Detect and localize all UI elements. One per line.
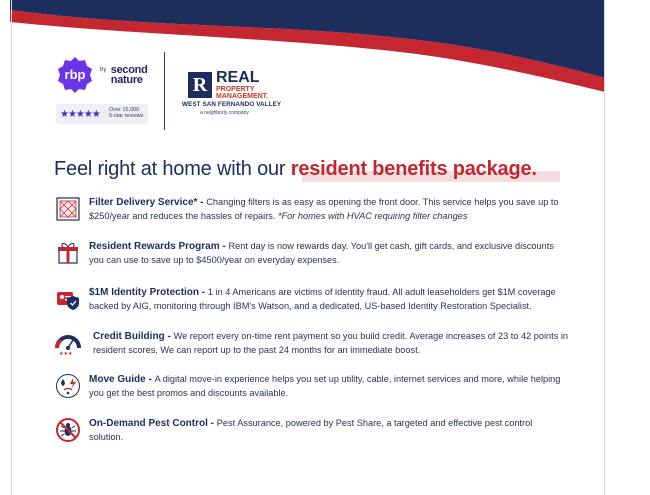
benefit-title: On-Demand Pest Control: [89, 418, 208, 429]
rpm-letter: R: [192, 74, 208, 96]
benefit-title: Credit Building: [93, 331, 165, 342]
headline-prefix: Feel right at home with our: [54, 158, 291, 180]
benefit-description: We report every on-time rent payment so you build credit. Average increases of 23 to 42 points in resident scores. We can report up to the past 24 months for an immediate boost.: [93, 331, 568, 355]
header-wave: [0, 0, 650, 100]
reviews-badge: [56, 104, 148, 124]
credit-gauge-icon: [55, 330, 81, 356]
benefit-description: Pest Assurance, powered by Pest Share, a targeted and effective pest control solution.: [89, 418, 533, 442]
right-border: [604, 0, 605, 495]
air-filter-icon: [55, 196, 81, 222]
benefit-description: 1 in 4 Americans are victims of identity fraud. All adult leaseholders get $1M coverage backed by AIG, monitoring through IBM's Watson, and a dedicated, US-based Identity Restoration Specialist.: [89, 287, 556, 311]
benefit-description: A digital move-in experience helps you set up utility, cable, internet services and more, while helping you get the best promos and discounts available.: [89, 374, 561, 398]
benefit-description: Rent day is now rewards day. You'll get cash, gift cards, and exclusive discounts you can use to save up to $4500/year on everyday expenses.: [89, 241, 554, 265]
by-label: by: [100, 67, 107, 73]
identity-shield-icon: [55, 286, 81, 312]
gift-icon: [55, 240, 81, 266]
benefit-identity: $1M Identity Protection - 1 in 4 Americans are victims of identity fraud. All adult leaseholders get $1M coverage backed by AIG, monitoring through IBM's Watson, and a dedicated, US-based Identity Restoration Specialist.: [89, 287, 556, 311]
benefit-title: $1M Identity Protection: [89, 287, 200, 298]
benefit-title: Resident Rewards Program: [89, 241, 220, 252]
rpm-pm-text: PROPERTY MANAGEMENT.: [216, 86, 269, 100]
headline-highlight: resident benefits package.: [290, 158, 537, 180]
five-star-icon: ★★★★★: [60, 109, 100, 120]
rpm-real-text: REAL: [216, 69, 260, 86]
benefit-credit: Credit Building - We report every on-time rent payment so you build credit. Average increases of 23 to 42 points in resident scores. We can report up to the past 24 months for an immediate boost.: [93, 331, 568, 355]
no-pest-icon: [55, 417, 81, 443]
rpm-neighborly: a neighborly company: [200, 110, 249, 116]
benefit-move-guide: Move Guide - A digital move-in experience helps you set up utility, cable, internet services and more, while helping you get the best promos and discounts available.: [89, 374, 561, 398]
benefit-title: Move Guide: [89, 374, 146, 385]
reviews-label: 5-star reviews: [109, 113, 144, 119]
second-nature-logo: [100, 65, 163, 85]
benefit-note: *For homes with HVAC requiring filter changes: [277, 210, 468, 221]
benefit-filter: Filter Delivery Service* - Changing filters is as easy as opening the front door. This service helps you save up to $250/year and reduces the hassles of repairs. *For homes with HVAC requiring filter changes: [89, 197, 559, 221]
benefit-pest-control: On-Demand Pest Control - Pest Assurance, powered by Pest Share, a targeted and effective pest control solution.: [89, 418, 533, 442]
benefit-title: Filter Delivery Service: [89, 197, 194, 208]
second-nature-text: second nature: [110, 64, 148, 86]
logo-divider: [164, 52, 165, 130]
svg-text:★★★: ★★★: [59, 351, 73, 356]
rpm-location: WEST SAN FERNANDO VALLEY: [182, 101, 282, 108]
left-border: [11, 0, 12, 495]
benefit-description: Changing filters is as easy as opening the front door. This service helps you save up to $250/year and reduces the hassles of repairs.: [89, 197, 559, 221]
rpm-logo-icon: [188, 72, 212, 98]
utilities-icon: [55, 373, 81, 399]
rbp-mark: rbp: [64, 67, 86, 82]
headline: [54, 158, 537, 181]
benefit-rewards: Resident Rewards Program - Rent day is now rewards day. You'll get cash, gift cards, and exclusive discounts you can use to save up to $4500/year on everyday expenses.: [89, 241, 554, 265]
reviews-count: Over 15,000: [109, 107, 140, 113]
